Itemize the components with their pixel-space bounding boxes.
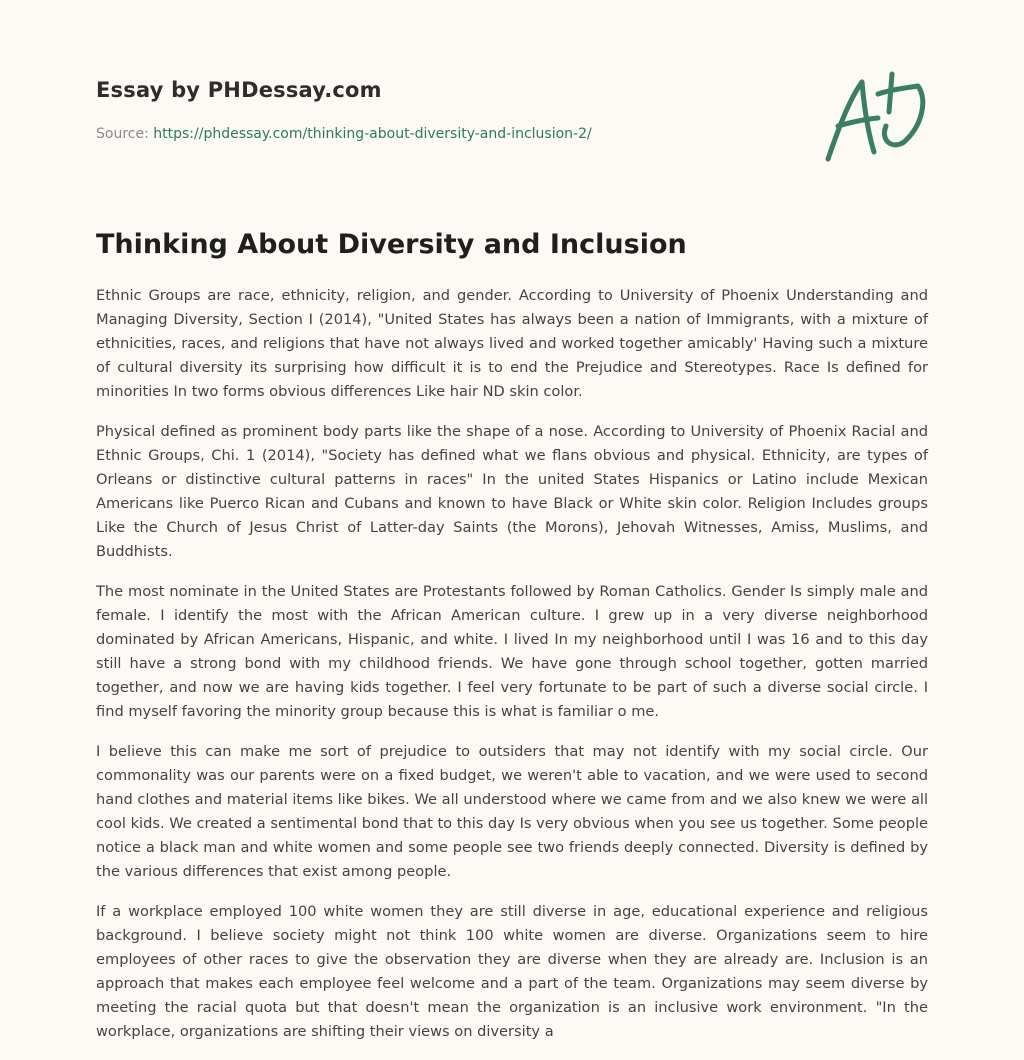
essay-paragraph: The most nominate in the United States are Protestants followed by Roman Catholics. Gender Is simply male and female. I identify the most with the African American culture. I grew up in a very diverse neighborhood dominated by African Americans, Hispanic, and white. I lived In my neighborhood until I was 16 and to this day still have a strong bond with my childhood friends. We have gone through school together, gotten married together, and now we are having kids together. I feel very fortunate to be part of such a diverse social circle. I find myself favoring the minority group because this is what is familiar o me. [96,583,928,720]
essay-header [96,76,796,144]
essay-paragraph: Ethnic Groups are race, ethnicity, religion, and gender. According to University of Phoenix Understanding and Managing Diversity, Section I (2014), "United States has always been a nation of Immigrants, with a mixture of ethnicities, races, and religions that have not always lived and worked together amicably' Having such a mixture of cultural diversity its surprising how difficult it is to end the Prejudice and Stereotypes. Race Is defined for minorities In two forms obvious differences Like hair ND skin color. [96,287,928,400]
source-label: Source: [96,126,154,142]
essay-title: Thinking About Diversity and Inclusion [96,229,687,260]
essay-paragraph: If a workplace employed 100 white women they are still diverse in age, educational experience and religious background. I believe society might not think 100 white women are diverse. Organizations seem to hire employees of other races to give the observation they are diverse when they are already are. Inclusion is an approach that makes each employee feel welcome and a part of the team. Organizations may seem diverse by meeting the racial quota but that doesn't mean the organization is an inclusive work environment. "In the workplace, organizations are shifting their views on diversity a [96,903,928,1040]
essay-body [96,284,928,1060]
source-line [96,124,796,144]
site-brand: Essay by PHDessay.com [96,78,382,102]
essay-paragraph: I believe this can make me sort of prejudice to outsiders that may not identify with my social circle. Our commonality was our parents were on a fixed budget, we weren't able to vacation, and we were used to second hand clothes and material items like bikes. We all understood where we came from and we also knew we were all cool kids. We created a sentimental bond that to this day Is very obvious when you see us together. Some people notice a black man and white women and some people see two friends deeply connected. Diversity is defined by the various differences that exist among people. [96,743,928,880]
a-plus-icon [818,66,930,166]
source-link[interactable]: https://phdessay.com/thinking-about-diversity-and-inclusion-2/ [153,126,592,142]
essay-paragraph: Physical defined as prominent body parts like the shape of a nose. According to University of Phoenix Racial and Ethnic Groups, Chi. 1 (2014), "Society has defined what we flans obvious and physical. Ethnicity, are types of Orleans or distinctive cultural patterns in races" In the united States Hispanics or Latino include Mexican Americans like Puerco Rican and Cubans and known to have Black or White skin color. Religion Includes groups Like the Church of Jesus Christ of Latter-day Saints (the Morons), Jehovah Witnesses, Amiss, Muslims, and Buddhists. [96,423,928,560]
